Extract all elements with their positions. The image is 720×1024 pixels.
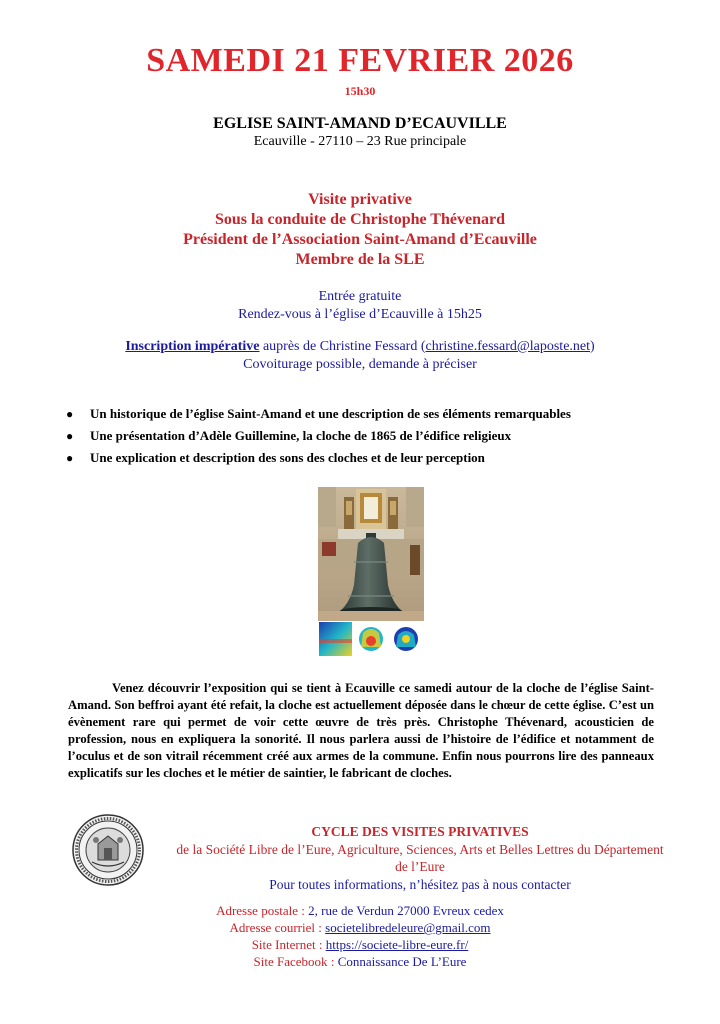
list-item — [66, 426, 571, 448]
postal-value: 2, rue de Verdun 27000 Evreux cedex — [308, 903, 504, 918]
facebook-value: Connaissance De L’Eure — [337, 954, 467, 969]
bullet-icon: ● — [66, 407, 74, 421]
bullet-icon: ● — [66, 451, 74, 465]
postal-address — [150, 902, 570, 919]
society-seal-logo — [72, 814, 144, 886]
church-name: EGLISE SAINT-AMAND D’ECAUVILLE — [213, 115, 507, 132]
email-label: Adresse courriel — [229, 920, 316, 935]
list-item — [66, 448, 571, 470]
inscription-info — [0, 338, 720, 374]
carpool-note: Covoiturage possible, demande à préciser — [243, 357, 477, 372]
event-date-title: SAMEDI 21 FEVRIER 2026 — [146, 42, 574, 79]
visit-type: Visite privative — [308, 191, 412, 208]
cycle-contact-note: Pour toutes informations, n’hésitez pas à nous contacter — [269, 876, 571, 892]
website-link[interactable]: https://societe-libre-eure.fr/ — [325, 937, 469, 952]
email-address — [150, 919, 570, 936]
visit-guide: Sous la conduite de Christophe Thévenard — [215, 211, 505, 228]
meeting-info: Rendez-vous à l’église d’Ecauville à 15h25 — [238, 307, 482, 322]
bullet-icon: ● — [66, 429, 74, 443]
visit-details — [0, 190, 720, 270]
separator: : — [315, 937, 326, 952]
bell-photo — [318, 487, 424, 657]
separator: : — [327, 954, 338, 969]
entry-price: Entrée gratuite — [318, 289, 402, 304]
inscription-text: auprès de Christine Fessard ( — [259, 339, 426, 354]
church-address: Ecauville - 27110 – 23 Rue principale — [253, 134, 467, 149]
society-email-link[interactable]: societelibredeleure@gmail.com — [325, 920, 491, 935]
cycle-organization: de la Société Libre de l’Eure, Agriculture, Sciences, Arts et Belles Lettres du Département de l’Eure — [176, 841, 664, 874]
list-item-text: Une explication et description des sons des cloches et de leur perception — [90, 450, 485, 465]
cycle-title: CYCLE DES VISITES PRIVATIVES — [311, 824, 529, 839]
inscription-email-link[interactable]: christine.fessard@laposte.net — [425, 339, 591, 354]
separator: : — [315, 920, 326, 935]
list-item — [66, 404, 571, 426]
cycle-info — [175, 823, 665, 893]
program-list — [66, 404, 571, 470]
site-label: Site Internet — [251, 937, 316, 952]
separator: : — [298, 903, 309, 918]
event-description: Venez découvrir l’exposition qui se tient à Ecauville ce samedi autour de la cloche de l’église Saint-Amand. Son beffroi ayant été refait, la cloche est actuellement déposée dans le chœur de cette église. C’est un évènement rare qui permet de voir cette œuvre de très près. Christophe Thévenard, acousticien de profession, nous en expliquera la sonorité. Il nous parlera aussi de l’histoire de l’édifice et notamment de l’oculus et de son vitrail récemment créé aux armes de la commune. Enfin nous pourrons lire des panneaux explicatifs sur les cloches et le métier de saintier, le fabricant de cloches. — [68, 681, 654, 780]
list-item-text: Une présentation d’Adèle Guillemine, la cloche de 1865 de l’édifice religieux — [90, 428, 512, 443]
postal-label: Adresse postale — [216, 903, 299, 918]
list-item-text: Un historique de l’église Saint-Amand et une description de ses éléments remarquables — [90, 406, 571, 421]
website — [150, 936, 570, 953]
facebook-label: Site Facebook — [253, 954, 328, 969]
event-time: 15h30 — [344, 84, 376, 98]
visit-guide-role: Président de l’Association Saint-Amand d’Ecauville — [183, 231, 537, 248]
contact-details — [150, 902, 570, 970]
inscription-line — [0, 338, 720, 356]
inscription-link[interactable]: Inscription impérative — [125, 339, 260, 354]
facebook — [150, 953, 570, 970]
inscription-text-end: ) — [590, 339, 595, 354]
entry-info — [0, 288, 720, 324]
visit-guide-membership: Membre de la SLE — [295, 251, 425, 268]
